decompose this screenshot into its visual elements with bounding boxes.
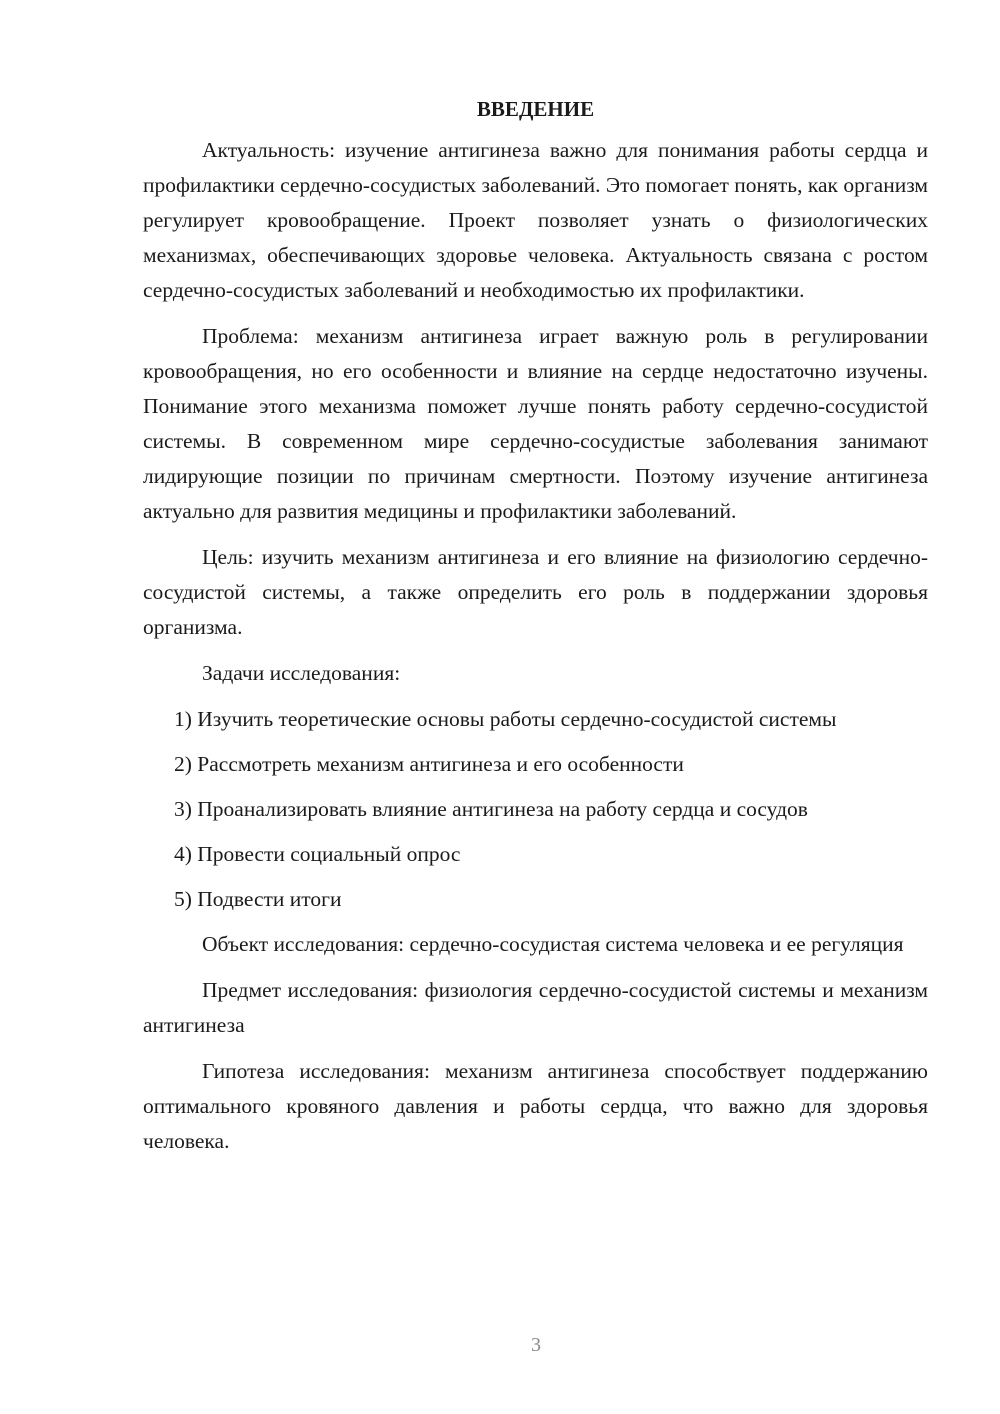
page-number: 3: [531, 1334, 541, 1356]
subject-paragraph: Предмет исследования: физиология сердечно-сосудистой системы и механизм антигинеза: [143, 978, 928, 1037]
task-item: 1) Изучить теоретические основы работы сердечно-сосудистой системы: [174, 707, 837, 731]
task-item: 4) Провести социальный опрос: [174, 842, 461, 866]
task-item: 3) Проанализировать влияние антигинеза на работу сердца и сосудов: [174, 797, 808, 821]
document-page: [143, 92, 928, 1170]
tasks-list: [143, 702, 928, 917]
tasks-heading: Задачи исследования:: [202, 661, 401, 685]
problem-paragraph: Проблема: механизм антигинеза играет важную роль в регулировании кровообращения, но его особенности и влияние на сердце недостаточно изучены. Понимание этого механизма поможет лучше понять работу сердечно-сосудистой системы. В современном мире сердечно-сосудистые заболевания занимают лидирующие позиции по причинам смертности. Поэтому изучение антигинеза актуально для развития медицины и профилактики заболеваний.: [143, 324, 928, 523]
object-paragraph: Объект исследования: сердечно-сосудистая система человека и ее регуляция: [202, 932, 904, 956]
document-title: ВВЕДЕНИЕ: [476, 97, 595, 121]
task-item: 5) Подвести итоги: [174, 887, 342, 911]
relevance-paragraph: Актуальность: изучение антигинеза важно для понимания работы сердца и профилактики сердечно-сосудистых заболеваний. Это помогает понять, как организм регулирует кровообращение. Проект позволяет узнать о физиологических механизмах, обеспечивающих здоровье человека. Актуальность связана с ростом сердечно-сосудистых заболеваний и необходимостью их профилактики.: [143, 138, 928, 302]
goal-paragraph: Цель: изучить механизм антигинеза и его влияние на физиологию сердечно-сосудистой системы, а также определить его роль в поддержании здоровья организма.: [143, 545, 928, 639]
hypothesis-paragraph: Гипотеза исследования: механизм антигинеза способствует поддержанию оптимального кровяного давления и работы сердца, что важно для здоровья человека.: [143, 1059, 928, 1153]
task-item: 2) Рассмотреть механизм антигинеза и его особенности: [174, 752, 684, 776]
